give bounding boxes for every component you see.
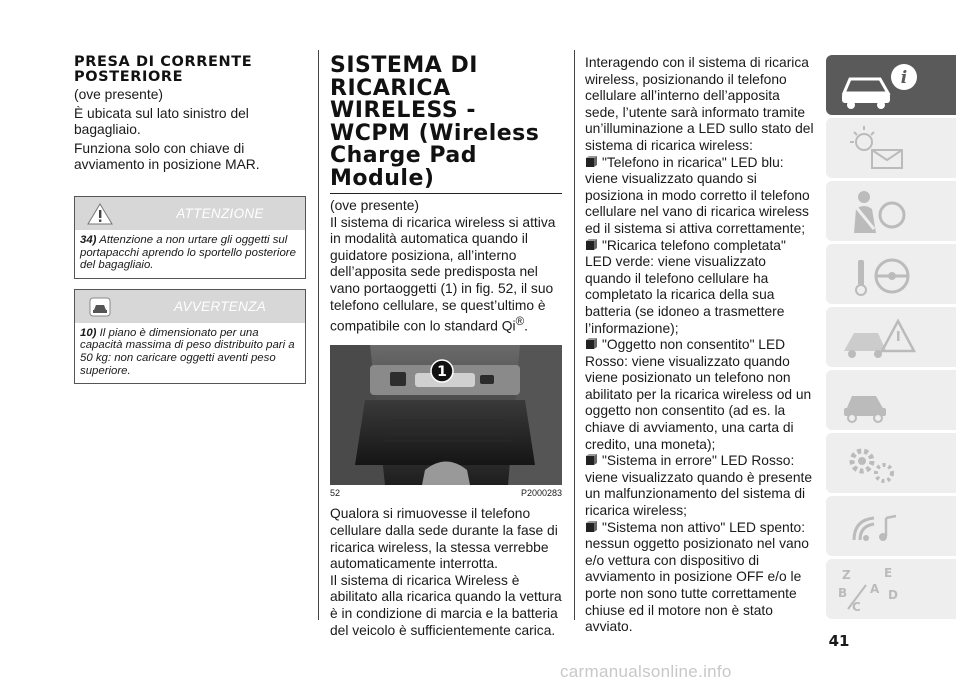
figure-code: P2000283 [520, 488, 562, 499]
index-icon [836, 563, 936, 615]
watermark: carmanualsonline.info [560, 662, 732, 681]
list-item-text: "Oggetto non consentito" LED Rosso: viene visualizzato quando viene posizionato un telefono non abilitato per la ricarica wireless od un oggetto non consentito (ad es. la chiave di avviamento, una carta di credito, una moneta); [585, 337, 812, 452]
svg-text:D: D [888, 588, 898, 602]
maintenance-icon [836, 437, 936, 489]
list-item-text: "Ricarica telefono completata" LED verde: viene visualizzato quando il telefono cellulare ha completato la ricarica della sua batteria (se idoneo a trasmettere l’informazione); [585, 237, 786, 336]
bullet-icon [585, 156, 598, 168]
figure-number: 52 [330, 488, 341, 499]
paragraph [330, 215, 562, 336]
column-middle [330, 55, 562, 639]
tab-technical-data[interactable] [826, 433, 956, 493]
tab-maintenance[interactable] [826, 370, 956, 430]
tab-starting-driving[interactable] [826, 244, 956, 304]
list-item [585, 238, 815, 338]
tab-car-info[interactable] [826, 55, 956, 115]
paragraph: Il sistema di ricarica Wireless è abilitato alla ricarica quando la vettura è in condizione di marcia e la batteria del veicolo è sufficientemente carica. [330, 572, 562, 638]
list-item-text: "Sistema non attivo" LED spento: nessun oggetto posizionato nel vano e/o vettura con dispositivo di avviamento in posizione OFF e/o le porte non sono tutte correttamente chiuse ed il motore non è stato avviato. [585, 519, 809, 635]
warning-icon [87, 202, 113, 226]
list-item [585, 155, 815, 238]
notice-avvertenza [74, 289, 306, 384]
notice-body [75, 323, 305, 383]
paragraph: Funziona solo con chiave di avviamento in posizione MAR. [74, 140, 260, 173]
paragraph-text: Il sistema di ricarica wireless si attiva in modalità automatica quando il guidatore posiziona, all’interno dell’apposita sede predisposta nel vano portaoggetti (1) in fig. 52, il suo telefono cellulare, se quest’ultimo è compatibile con lo standard Qi [330, 214, 556, 334]
warning-lights-icon [836, 122, 936, 174]
key-steering-icon [836, 248, 936, 300]
figure-caption [330, 488, 562, 498]
figure-callout: 1 [437, 364, 447, 381]
notice-attenzione [74, 196, 306, 279]
car-caution-icon [87, 295, 113, 319]
section-title-rear-socket: PRESA DI CORRENTE POSTERIORE [74, 54, 253, 85]
section-title-wireless-charging: SISTEMA DI RICARICA WIRELESS - WCPM (Wireless Charge Pad Module) [330, 55, 562, 194]
led-status-list [585, 155, 815, 636]
availability-note: (ove presente) [74, 87, 163, 102]
svg-text:B: B [838, 586, 848, 600]
notice-header [75, 290, 305, 323]
availability-note: (ove presente) [330, 198, 419, 213]
tab-multimedia[interactable] [826, 496, 956, 556]
notice-number: 10) [80, 326, 97, 339]
column-divider [574, 50, 575, 620]
svg-text:i: i [900, 68, 908, 88]
multimedia-icon [836, 500, 936, 552]
tab-index[interactable] [826, 559, 956, 619]
notice-header [75, 197, 305, 230]
list-item [585, 520, 815, 636]
tab-warning-lights[interactable] [826, 118, 956, 178]
registered-mark: ® [515, 316, 525, 329]
svg-text:E: E [884, 566, 893, 580]
chapter-tabs [826, 55, 956, 622]
tow-car-icon [836, 374, 936, 426]
bullet-icon [585, 338, 598, 350]
notice-body [75, 230, 305, 278]
list-item-text: "Sistema in errore" LED Rosso: viene visualizzato quando è presente un malfunzionamento del sistema di ricarica wireless; [585, 453, 813, 519]
notice-label: AVVERTENZA [173, 298, 267, 314]
list-item [585, 453, 815, 519]
list-item-text: "Telefono in ricarica" LED blu: viene visualizzato quando si posiziona in modo corretto il telefono cellulare nel vano di ricarica wireless ed il sistema si attiva correttamente; [585, 154, 810, 236]
paragraph: Interagendo con il sistema di ricarica wireless, posizionando il telefono cellulare all’interno dell’apposita sede, l’utente sarà informato tramite un’illuminazione a LED sullo stato del sistema di ricarica wireless: [585, 55, 814, 153]
notice-text: Il piano è dimensionato per una capacità massima di peso distribuito pari a 50 kg: non caricare oggetti aventi peso superiore. [80, 326, 295, 377]
console-photo [330, 345, 562, 485]
svg-text:Z: Z [842, 568, 851, 582]
car-info-icon [836, 59, 936, 111]
bullet-icon [585, 454, 598, 466]
paragraph: È ubicata sul lato sinistro del bagagliaio. [74, 105, 249, 138]
notice-label: ATTENZIONE [176, 205, 264, 221]
emergency-icon [836, 311, 936, 363]
tab-safety[interactable] [826, 181, 956, 241]
column-left [74, 55, 306, 384]
list-item [585, 337, 815, 453]
notice-text: Attenzione a non urtare gli oggetti sul portapacchi aprendo lo sportello posteriore del bagagliaio. [80, 233, 296, 272]
seatbelt-icon [836, 185, 936, 237]
bullet-icon [585, 521, 598, 533]
column-divider [318, 50, 319, 620]
page-number: 41 [828, 632, 850, 650]
tab-emergency[interactable] [826, 307, 956, 367]
paragraph-end: . [524, 318, 528, 334]
notice-number: 34) [80, 233, 97, 246]
svg-text:C: C [852, 600, 861, 614]
paragraph: Qualora si rimuovesse il telefono cellulare dalla sede durante la fase di ricarica wireless, la stessa verrebbe automaticamente interrotta. [330, 506, 558, 572]
svg-text:A: A [870, 582, 880, 596]
figure-wireless-pad-photo [330, 345, 562, 485]
column-right [585, 55, 815, 636]
bullet-icon [585, 239, 598, 251]
